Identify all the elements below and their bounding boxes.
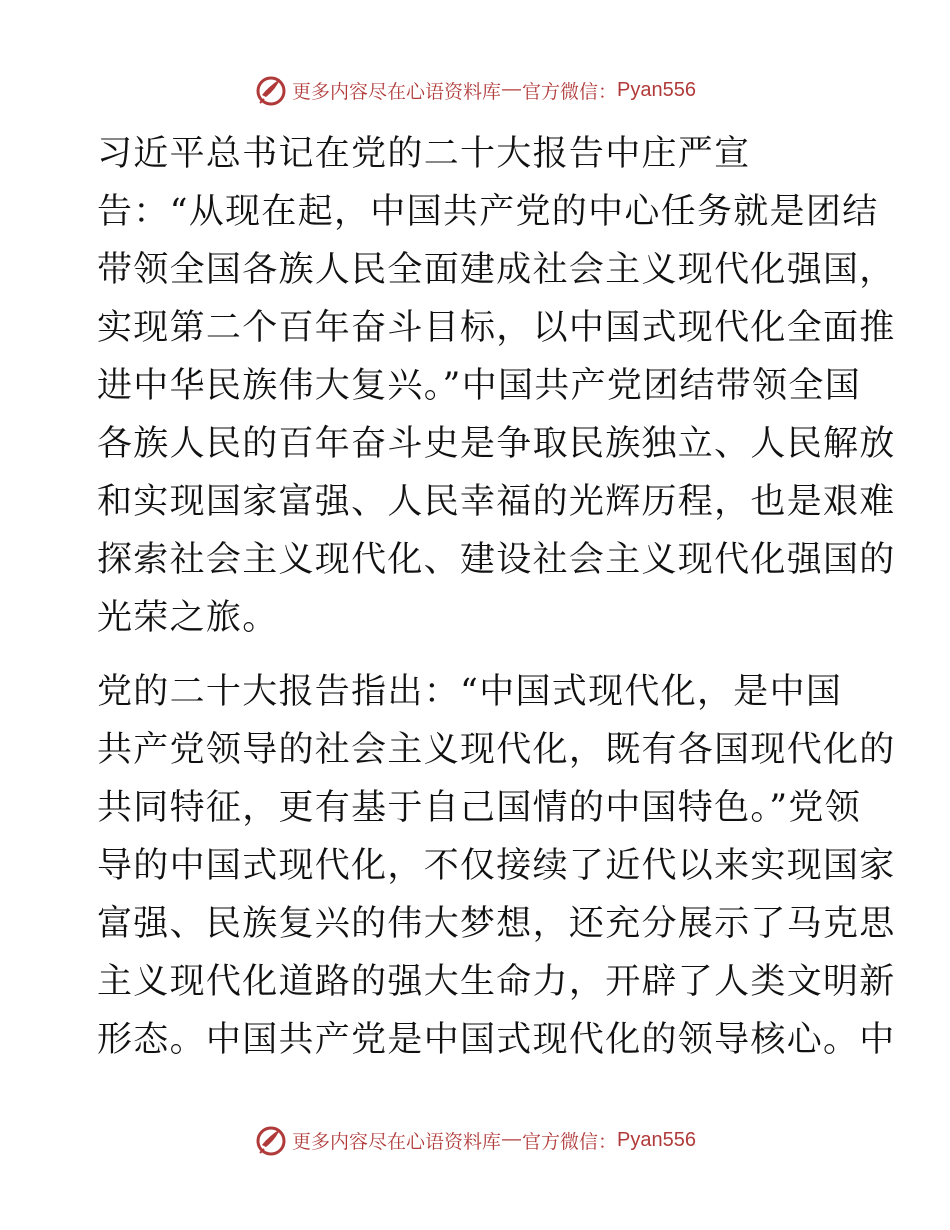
footer-wechat-id: Pyan556 (617, 1128, 696, 1151)
quill-logo-icon (254, 1123, 288, 1157)
header-banner-sub: 官方微信： (522, 80, 618, 103)
paragraph-line: 富强、民族复兴的伟大梦想，还充分展示了马克思 (97, 904, 896, 944)
paragraph-1 (97, 125, 896, 647)
paragraph-line: 各族人民的百年奋斗史是争取民族独立、人民解放 (97, 424, 896, 464)
footer-banner-main: 更多内容尽在心语资料库 (292, 1130, 502, 1153)
quill-logo-icon (254, 73, 288, 107)
paragraph-line: 实现第二个百年奋斗目标，以中国式现代化全面推 (97, 308, 896, 348)
paragraph-line: 光荣之旅。 (97, 598, 279, 638)
footer-banner-dash: — (502, 1129, 522, 1150)
paragraph-2 (97, 663, 896, 1069)
paragraph-line: 党的二十大报告指出：“中国式现代化，是中国 (97, 672, 843, 712)
paragraph-line: 告：“从现在起，中国共产党的中心任务就是团结 (97, 192, 879, 232)
paragraph-line: 带领全国各族人民全面建成社会主义现代化强国， (97, 250, 896, 290)
header-watermark (0, 70, 950, 110)
paragraph-line: 形态。中国共产党是中国式现代化的领导核心。中 (97, 1020, 896, 1060)
footer-banner-sub: 官方微信： (522, 1130, 618, 1153)
paragraph-line: 共同特征，更有基于自己国情的中国特色。”党领 (97, 788, 861, 828)
header-banner-dash: — (502, 79, 522, 100)
paragraph-line: 探索社会主义现代化、建设社会主义现代化强国的 (97, 540, 896, 580)
header-banner-main: 更多内容尽在心语资料库 (292, 80, 502, 103)
paragraph-line: 主义现代化道路的强大生命力，开辟了人类文明新 (97, 962, 896, 1002)
header-wechat-id: Pyan556 (617, 78, 696, 101)
paragraph-line: 共产党领导的社会主义现代化，既有各国现代化的 (97, 730, 896, 770)
document-body (97, 125, 896, 1069)
paragraph-line: 习近平总书记在党的二十大报告中庄严宣 (97, 134, 751, 174)
paragraph-line: 和实现国家富强、人民幸福的光辉历程，也是艰难 (97, 482, 896, 522)
paragraph-line: 导的中国式现代化，不仅接续了近代以来实现国家 (97, 846, 896, 886)
footer-watermark (0, 1120, 950, 1160)
paragraph-line: 进中华民族伟大复兴。”中国共产党团结带领全国 (97, 366, 861, 406)
